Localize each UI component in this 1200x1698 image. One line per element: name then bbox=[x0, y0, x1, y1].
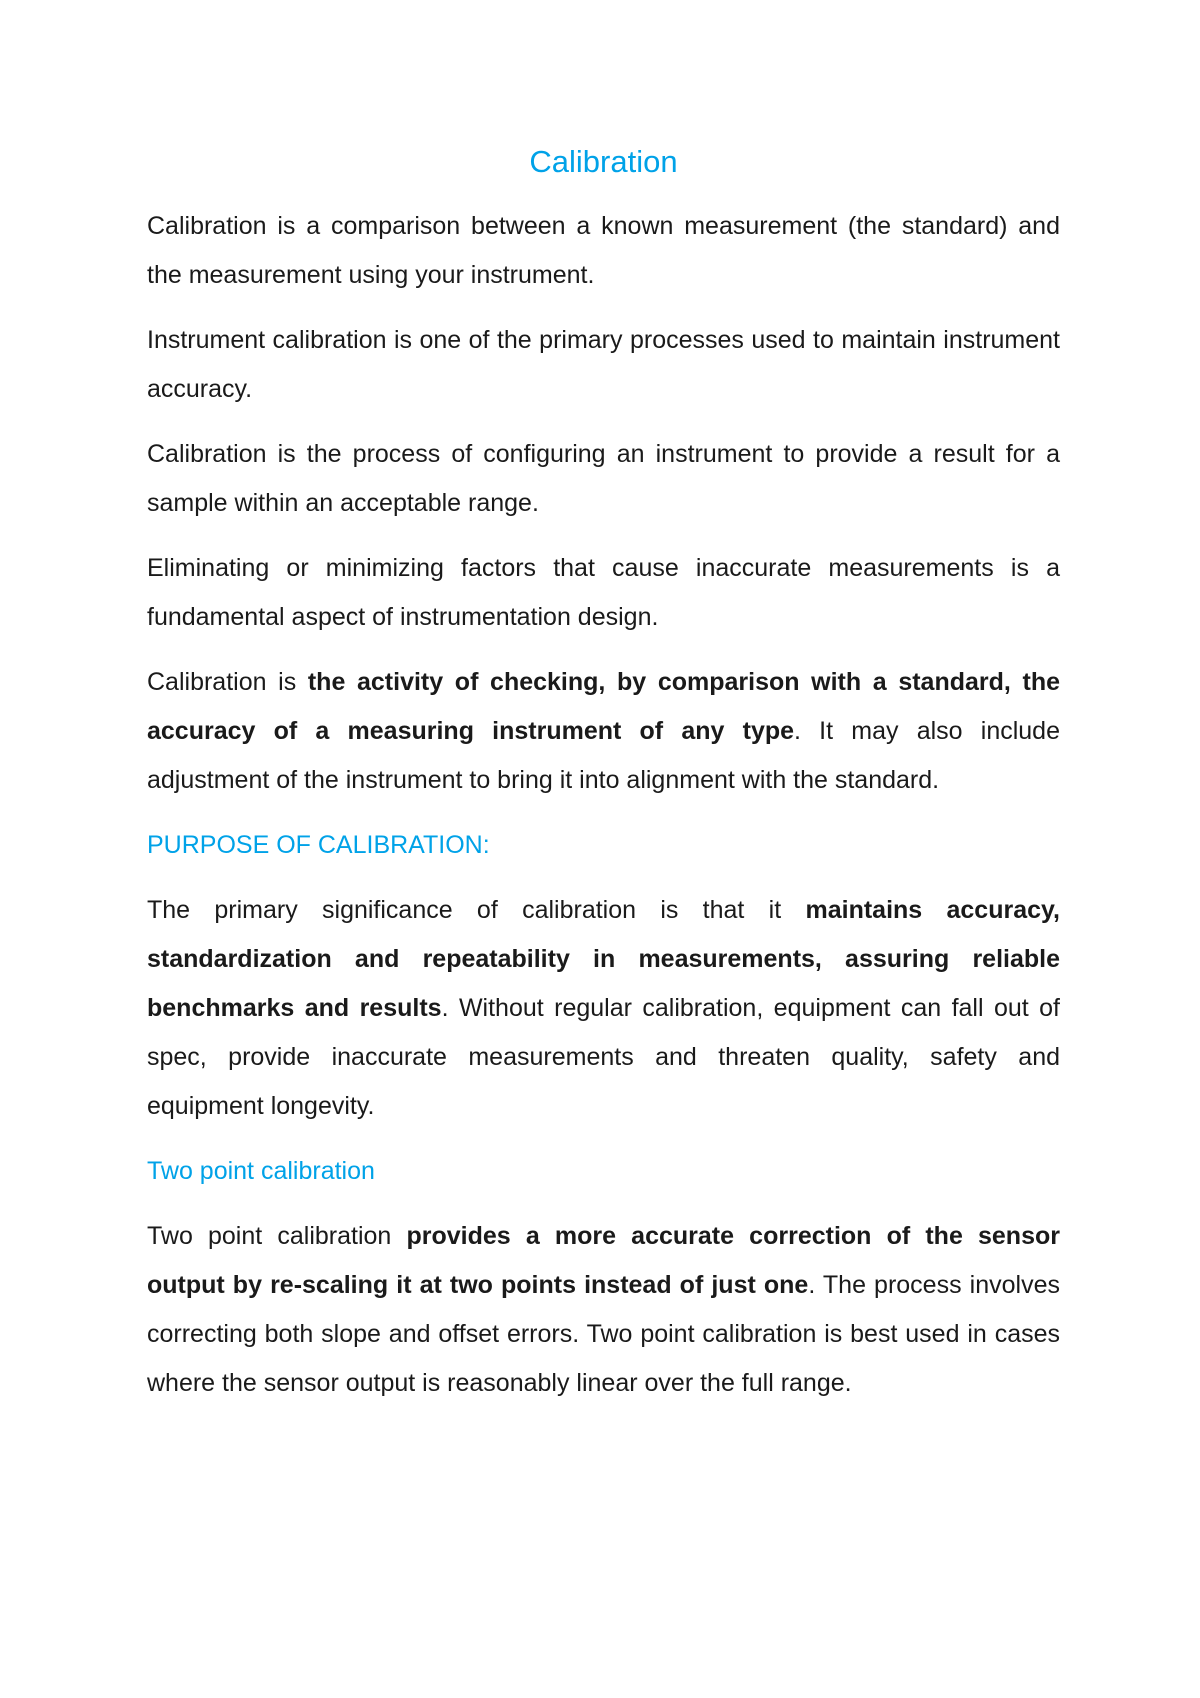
paragraph-purpose bbox=[147, 886, 1060, 1131]
paragraph-two-point-tail: . The process involves correcting both slope and offset errors. Two point calibration is best used in cases where the sensor output is reasonably linear over the full range. bbox=[147, 1271, 1060, 1397]
paragraph-process: Calibration is the process of configuring an instrument to provide a result for a sample within an acceptable range. bbox=[147, 440, 1060, 517]
paragraph-purpose-tail: . Without regular calibration, equipment can fall out of spec, provide inaccurate measurements and threaten quality, safety and equipment longevity. bbox=[147, 994, 1060, 1120]
paragraph-purpose-lead: The primary significance of calibration is that it bbox=[147, 896, 806, 924]
paragraph-two-point-lead: Two point calibration bbox=[147, 1222, 407, 1250]
paragraph-activity-lead: Calibration is bbox=[147, 668, 308, 696]
paragraph-activity bbox=[147, 658, 1060, 805]
document-page bbox=[147, 140, 1060, 1424]
paragraph-eliminating-factors: Eliminating or minimizing factors that cause inaccurate measurements is a fundamental aspect of instrumentation design. bbox=[147, 554, 1060, 631]
paragraph-two-point-bold: provides a more accurate correction of the sensor output by re-scaling it at two points instead of just one bbox=[147, 1222, 1060, 1299]
heading-purpose: PURPOSE OF CALIBRATION: bbox=[147, 831, 490, 859]
paragraph-purpose-bold: maintains accuracy, standardization and repeatability in measurements, assuring reliable benchmarks and results bbox=[147, 896, 1060, 1022]
document-title: Calibration bbox=[529, 144, 678, 179]
heading-two-point: Two point calibration bbox=[147, 1157, 375, 1185]
paragraph-activity-tail: . It may also include adjustment of the instrument to bring it into alignment with the standard. bbox=[147, 717, 1060, 794]
paragraph-instrument-calibration: Instrument calibration is one of the primary processes used to maintain instrument accuracy. bbox=[147, 326, 1060, 403]
paragraph-activity-bold: the activity of checking, by comparison with a standard, the accuracy of a measuring instrument of any type bbox=[147, 668, 1060, 745]
paragraph-definition: Calibration is a comparison between a known measurement (the standard) and the measurement using your instrument. bbox=[147, 212, 1060, 289]
paragraph-two-point bbox=[147, 1212, 1060, 1408]
